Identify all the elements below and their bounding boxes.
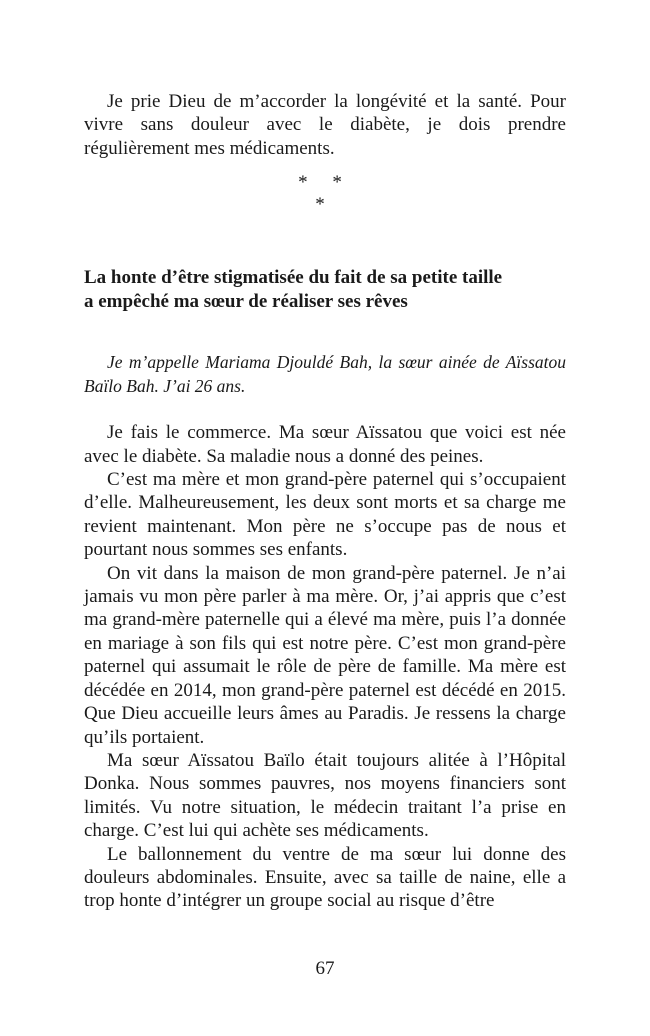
body-paragraph: Le ballonnement du ventre de ma sœur lui donne des douleurs abdominales. Ensuite, avec sa taille de naine, elle a trop honte d’intégrer un groupe social au risque d’être bbox=[84, 843, 566, 912]
heading-line-1: La honte d’être stigmatisée du fait de sa petite taille bbox=[84, 267, 503, 289]
body-paragraph: Ma sœur Aïssatou Baïlo était toujours alitée à l’Hôpital Donka. Nous sommes pauvres, nos moyens financiers sont limités. Vu notre situation, le médecin traitant l’a prise en charge. C’est lui qui achète ses médicaments. bbox=[84, 749, 566, 842]
body-paragraphs bbox=[84, 421, 566, 913]
separator-row-1: * * bbox=[298, 172, 352, 194]
heading-line-2: a empêché ma sœur de réaliser ses rêves bbox=[84, 291, 408, 313]
body-paragraph: Je fais le commerce. Ma sœur Aïssatou que voici est née avec le diabète. Sa maladie nous a donné des peines. bbox=[84, 422, 566, 467]
separator-row-2: * bbox=[315, 194, 335, 216]
page-number: 67 bbox=[315, 958, 335, 979]
intro-paragraph: Je m’appelle Mariama Djouldé Bah, la sœur ainée de Aïssatou Baïlo Bah. J’ai 26 ans. bbox=[84, 352, 566, 397]
section-separator bbox=[84, 172, 566, 216]
paragraph-top: Je prie Dieu de m’accorder la longévité et la santé. Pour vivre sans douleur avec le diabète, je dois prendre régulièrement mes médicaments. bbox=[84, 91, 566, 159]
page-body bbox=[84, 90, 566, 913]
section-heading bbox=[84, 266, 566, 314]
body-paragraph: On vit dans la maison de mon grand-père paternel. Je n’ai jamais vu mon père parler à ma mère. Or, j’ai appris que c’est ma grand-mère paternelle qui a élevé ma mère, puis l’a donnée en mariage à son fils qui est notre père. C’est mon grand-père paternel qui assumait le rôle de père de famille. Ma mère est décédée en 2014, mon grand-père paternel est décédé en 2015. Que Dieu accueille leurs âmes au Paradis. Je ressens la charge qu’ils portaient. bbox=[84, 562, 566, 748]
body-paragraph: C’est ma mère et mon grand-père paternel qui s’occupaient d’elle. Malheureusement, les deux sont morts et sa charge me revient maintenant. Mon père ne s’occupe pas de nous et pourtant nous sommes ses enfants. bbox=[84, 469, 566, 561]
